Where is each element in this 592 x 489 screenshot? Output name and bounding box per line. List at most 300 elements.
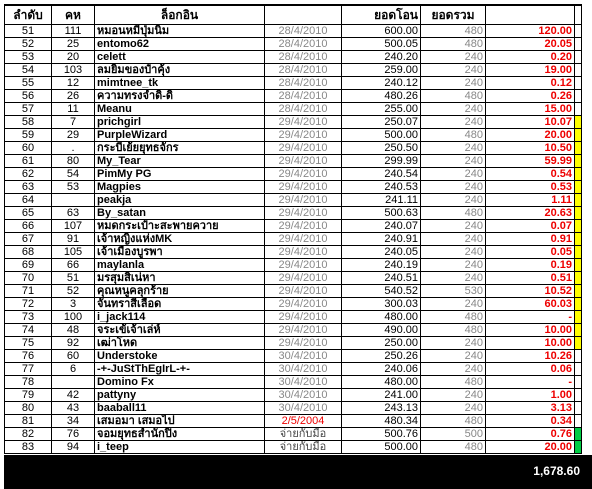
- cell-date[interactable]: 29/4/2010: [265, 116, 342, 129]
- cell-date[interactable]: 29/4/2010: [265, 155, 342, 168]
- cell-login[interactable]: Meanu: [95, 103, 265, 116]
- cell-trans[interactable]: 255.00: [342, 103, 421, 116]
- cell-total[interactable]: 240: [421, 220, 486, 233]
- cell-trans[interactable]: 500.63: [342, 207, 421, 220]
- cell-no[interactable]: 56: [5, 90, 52, 103]
- cell-kh[interactable]: 107: [52, 220, 95, 233]
- cell-date[interactable]: 30/4/2010: [265, 402, 342, 415]
- cell-login[interactable]: จอมยุทธสำนักปิ่ง: [95, 428, 265, 441]
- cell-kh[interactable]: 66: [52, 259, 95, 272]
- cell-diff[interactable]: 20.05: [486, 38, 575, 51]
- table-row: [5, 259, 582, 272]
- header-no[interactable]: ลำดับ: [5, 5, 52, 25]
- cell-kh[interactable]: 34: [52, 415, 95, 428]
- cell-flag: [575, 220, 582, 233]
- cell-login[interactable]: Magpies: [95, 181, 265, 194]
- table-row: [5, 389, 582, 402]
- table-row: [5, 116, 582, 129]
- cell-diff[interactable]: 20.00: [486, 441, 575, 454]
- table-row: [5, 129, 582, 142]
- cell-total[interactable]: 480: [421, 90, 486, 103]
- cell-login[interactable]: เจ้าเมืองบูรพา: [95, 246, 265, 259]
- cell-no[interactable]: 67: [5, 233, 52, 246]
- cell-total[interactable]: 500: [421, 428, 486, 441]
- cell-login[interactable]: คุณหนูคลุกร้าย: [95, 285, 265, 298]
- cell-diff[interactable]: 0.05: [486, 246, 575, 259]
- cell-no[interactable]: 51: [5, 25, 52, 38]
- cell-flag: [575, 168, 582, 181]
- cell-total[interactable]: 240: [421, 389, 486, 402]
- cell-no[interactable]: 60: [5, 142, 52, 155]
- cell-no[interactable]: 68: [5, 246, 52, 259]
- cell-flag: [575, 428, 582, 441]
- cell-kh[interactable]: 6: [52, 363, 95, 376]
- cell-flag: [575, 38, 582, 51]
- cell-kh[interactable]: 3: [52, 298, 95, 311]
- cell-trans[interactable]: 250.26: [342, 350, 421, 363]
- cell-flag: [575, 389, 582, 402]
- cell-trans[interactable]: 600.00: [342, 25, 421, 38]
- cell-diff[interactable]: 20.63: [486, 207, 575, 220]
- cell-no[interactable]: 76: [5, 350, 52, 363]
- cell-date[interactable]: 28/4/2010: [265, 90, 342, 103]
- cell-flag: [575, 25, 582, 38]
- cell-kh[interactable]: 80: [52, 155, 95, 168]
- cell-trans[interactable]: 259.00: [342, 64, 421, 77]
- cell-trans[interactable]: 299.99: [342, 155, 421, 168]
- cell-flag: [575, 285, 582, 298]
- cell-flag: [575, 441, 582, 454]
- cell-trans[interactable]: 240.54: [342, 168, 421, 181]
- cell-flag: [575, 298, 582, 311]
- cell-kh[interactable]: 42: [52, 389, 95, 402]
- cell-total[interactable]: 480: [421, 129, 486, 142]
- cell-trans[interactable]: 243.13: [342, 402, 421, 415]
- cell-date[interactable]: 29/4/2010: [265, 285, 342, 298]
- cell-login[interactable]: baaball11: [95, 402, 265, 415]
- cell-kh[interactable]: .: [52, 142, 95, 155]
- cell-kh[interactable]: 105: [52, 246, 95, 259]
- cell-no[interactable]: 52: [5, 38, 52, 51]
- cell-trans[interactable]: 500.05: [342, 38, 421, 51]
- table-row: [5, 337, 582, 350]
- header-total[interactable]: ยอดรวม: [421, 5, 486, 25]
- cell-flag: [575, 116, 582, 129]
- cell-kh[interactable]: 54: [52, 168, 95, 181]
- header-row: [5, 5, 582, 25]
- cell-diff[interactable]: 0.91: [486, 233, 575, 246]
- cell-no[interactable]: 81: [5, 415, 52, 428]
- cell-trans[interactable]: 240.07: [342, 220, 421, 233]
- table-row: [5, 38, 582, 51]
- cell-diff[interactable]: 10.00: [486, 324, 575, 337]
- cell-total[interactable]: 240: [421, 402, 486, 415]
- cell-date[interactable]: 28/4/2010: [265, 103, 342, 116]
- cell-kh[interactable]: 11: [52, 103, 95, 116]
- cell-diff[interactable]: 120.00: [486, 25, 575, 38]
- cell-no[interactable]: 69: [5, 259, 52, 272]
- cell-no[interactable]: 63: [5, 181, 52, 194]
- cell-date[interactable]: 29/4/2010: [265, 129, 342, 142]
- cell-date[interactable]: 28/4/2010: [265, 51, 342, 64]
- cell-trans[interactable]: 240.06: [342, 363, 421, 376]
- cell-total[interactable]: 240: [421, 155, 486, 168]
- table-row: [5, 142, 582, 155]
- cell-total[interactable]: 480: [421, 25, 486, 38]
- cell-flag: [575, 194, 582, 207]
- cell-date[interactable]: 29/4/2010: [265, 311, 342, 324]
- cell-trans[interactable]: 241.11: [342, 194, 421, 207]
- cell-diff[interactable]: 0.26: [486, 90, 575, 103]
- cell-date[interactable]: 29/4/2010: [265, 181, 342, 194]
- cell-flag: [575, 376, 582, 389]
- cell-date[interactable]: 28/4/2010: [265, 38, 342, 51]
- cell-login[interactable]: maylanla: [95, 259, 265, 272]
- cell-no[interactable]: 80: [5, 402, 52, 415]
- cell-flag: [575, 129, 582, 142]
- cell-kh[interactable]: 51: [52, 272, 95, 285]
- cell-kh[interactable]: 60: [52, 350, 95, 363]
- table-row: [5, 207, 582, 220]
- cell-login[interactable]: peakja: [95, 194, 265, 207]
- cell-trans[interactable]: 250.50: [342, 142, 421, 155]
- cell-trans[interactable]: 500.76: [342, 428, 421, 441]
- cell-flag: [575, 233, 582, 246]
- cell-trans[interactable]: 490.00: [342, 324, 421, 337]
- cell-diff[interactable]: 15.00: [486, 103, 575, 116]
- cell-kh[interactable]: 48: [52, 324, 95, 337]
- cell-kh[interactable]: 76: [52, 428, 95, 441]
- table-row: [5, 272, 582, 285]
- cell-kh[interactable]: 100: [52, 311, 95, 324]
- cell-flag: [575, 272, 582, 285]
- cell-trans[interactable]: 480.00: [342, 311, 421, 324]
- cell-date[interactable]: จ่ายกับมือ: [265, 428, 342, 441]
- table-row: [5, 363, 582, 376]
- cell-diff[interactable]: 10.07: [486, 116, 575, 129]
- cell-date[interactable]: จ่ายกับมือ: [265, 441, 342, 454]
- cell-login[interactable]: My_Tear: [95, 155, 265, 168]
- cell-no[interactable]: 66: [5, 220, 52, 233]
- cell-kh[interactable]: 43: [52, 402, 95, 415]
- cell-flag: [575, 103, 582, 116]
- cell-date[interactable]: 29/4/2010: [265, 324, 342, 337]
- cell-total[interactable]: 240: [421, 350, 486, 363]
- cell-diff[interactable]: 0.20: [486, 51, 575, 64]
- cell-trans[interactable]: 300.03: [342, 298, 421, 311]
- cell-total[interactable]: 480: [421, 415, 486, 428]
- cell-date[interactable]: 2/5/2004: [265, 415, 342, 428]
- table-row: [5, 441, 582, 454]
- cell-login[interactable]: เสมอมา เสมอไป: [95, 415, 265, 428]
- cell-date[interactable]: 29/4/2010: [265, 298, 342, 311]
- cell-diff[interactable]: 20.00: [486, 129, 575, 142]
- cell-total[interactable]: 240: [421, 337, 486, 350]
- cell-flag: [575, 363, 582, 376]
- footer-total-diff[interactable]: 1,678.60: [533, 464, 580, 478]
- cell-flag: [575, 350, 582, 363]
- cell-kh[interactable]: 91: [52, 233, 95, 246]
- cell-login[interactable]: เฒ่าโหด: [95, 337, 265, 350]
- cell-flag: [575, 311, 582, 324]
- cell-date[interactable]: 29/4/2010: [265, 259, 342, 272]
- cell-diff[interactable]: 0.07: [486, 220, 575, 233]
- cell-login[interactable]: By_satan: [95, 207, 265, 220]
- cell-diff[interactable]: 1.00: [486, 389, 575, 402]
- cell-diff[interactable]: 10.26: [486, 350, 575, 363]
- cell-diff[interactable]: 10.52: [486, 285, 575, 298]
- cell-date[interactable]: 30/4/2010: [265, 363, 342, 376]
- cell-login[interactable]: หมดกระเป๋าะสะพายควาย: [95, 220, 265, 233]
- cell-login[interactable]: -+-JuStThEgIrL-+-: [95, 363, 265, 376]
- cell-kh[interactable]: 53: [52, 181, 95, 194]
- cell-kh[interactable]: 111: [52, 25, 95, 38]
- cell-no[interactable]: 74: [5, 324, 52, 337]
- cell-total[interactable]: 240: [421, 168, 486, 181]
- cell-total[interactable]: 240: [421, 77, 486, 90]
- cell-total[interactable]: 480: [421, 38, 486, 51]
- cell-trans[interactable]: 480.26: [342, 90, 421, 103]
- cell-trans[interactable]: 240.05: [342, 246, 421, 259]
- cell-no[interactable]: 70: [5, 272, 52, 285]
- cell-date[interactable]: 29/4/2010: [265, 142, 342, 155]
- cell-no[interactable]: 62: [5, 168, 52, 181]
- cell-trans[interactable]: 240.53: [342, 181, 421, 194]
- cell-login[interactable]: prichgirl: [95, 116, 265, 129]
- cell-total[interactable]: 240: [421, 51, 486, 64]
- cell-kh[interactable]: 63: [52, 207, 95, 220]
- cell-kh[interactable]: 94: [52, 441, 95, 454]
- cell-login[interactable]: กระบี่เย้ยยุทธจักร: [95, 142, 265, 155]
- cell-kh[interactable]: 29: [52, 129, 95, 142]
- cell-no[interactable]: 79: [5, 389, 52, 402]
- cell-diff[interactable]: 0.76: [486, 428, 575, 441]
- footer-bar: [4, 455, 592, 489]
- header-login[interactable]: ล็อกอิน: [95, 5, 265, 25]
- cell-diff[interactable]: 0.53: [486, 181, 575, 194]
- cell-date[interactable]: 30/4/2010: [265, 350, 342, 363]
- cell-total[interactable]: 240: [421, 142, 486, 155]
- cell-date[interactable]: 28/4/2010: [265, 25, 342, 38]
- cell-total[interactable]: 480: [421, 324, 486, 337]
- table-row: [5, 181, 582, 194]
- cell-total[interactable]: 240: [421, 181, 486, 194]
- cell-no[interactable]: 72: [5, 298, 52, 311]
- table-row: [5, 77, 582, 90]
- cell-no[interactable]: 61: [5, 155, 52, 168]
- cell-date[interactable]: 29/4/2010: [265, 272, 342, 285]
- cell-flag: [575, 402, 582, 415]
- cell-date[interactable]: 29/4/2010: [265, 207, 342, 220]
- cell-diff[interactable]: 60.03: [486, 298, 575, 311]
- cell-diff[interactable]: 0.06: [486, 363, 575, 376]
- cell-login[interactable]: Domino Fx: [95, 376, 265, 389]
- cell-login[interactable]: ลมยิ้มของป๋าคุ้ง: [95, 64, 265, 77]
- cell-no[interactable]: 82: [5, 428, 52, 441]
- cell-diff[interactable]: 10.00: [486, 337, 575, 350]
- cell-date[interactable]: 29/4/2010: [265, 168, 342, 181]
- table-row: [5, 51, 582, 64]
- data-table: [4, 4, 582, 454]
- cell-no[interactable]: 78: [5, 376, 52, 389]
- cell-no[interactable]: 54: [5, 64, 52, 77]
- cell-total[interactable]: 240: [421, 259, 486, 272]
- cell-flag: [575, 64, 582, 77]
- cell-no[interactable]: 64: [5, 194, 52, 207]
- cell-diff[interactable]: -: [486, 376, 575, 389]
- cell-total[interactable]: 240: [421, 298, 486, 311]
- table-row: [5, 233, 582, 246]
- cell-kh[interactable]: 20: [52, 51, 95, 64]
- cell-date[interactable]: 28/4/2010: [265, 64, 342, 77]
- table-row: [5, 402, 582, 415]
- cell-login[interactable]: pattyny: [95, 389, 265, 402]
- cell-trans[interactable]: 250.07: [342, 116, 421, 129]
- cell-login[interactable]: มรสุมสิเน่หา: [95, 272, 265, 285]
- cell-no[interactable]: 73: [5, 311, 52, 324]
- cell-total[interactable]: 240: [421, 64, 486, 77]
- cell-flag: [575, 181, 582, 194]
- cell-login[interactable]: entomo62: [95, 38, 265, 51]
- cell-no[interactable]: 65: [5, 207, 52, 220]
- table-row: [5, 415, 582, 428]
- cell-kh[interactable]: 52: [52, 285, 95, 298]
- cell-kh[interactable]: 92: [52, 337, 95, 350]
- cell-total[interactable]: 480: [421, 441, 486, 454]
- cell-diff[interactable]: 19.00: [486, 64, 575, 77]
- cell-trans[interactable]: 240.91: [342, 233, 421, 246]
- cell-trans[interactable]: 240.12: [342, 77, 421, 90]
- cell-diff[interactable]: 0.54: [486, 168, 575, 181]
- cell-total[interactable]: 240: [421, 116, 486, 129]
- cell-diff[interactable]: 10.50: [486, 142, 575, 155]
- cell-diff[interactable]: -: [486, 311, 575, 324]
- cell-no[interactable]: 58: [5, 116, 52, 129]
- cell-total[interactable]: 480: [421, 376, 486, 389]
- cell-diff[interactable]: 1.11: [486, 194, 575, 207]
- cell-flag: [575, 155, 582, 168]
- cell-login[interactable]: PimMy PG: [95, 168, 265, 181]
- header-diff[interactable]: [486, 5, 575, 25]
- cell-kh[interactable]: 26: [52, 90, 95, 103]
- table-row: [5, 25, 582, 38]
- table-row: [5, 350, 582, 363]
- cell-trans[interactable]: 500.00: [342, 441, 421, 454]
- cell-login[interactable]: เจ้าหญิงแห่งMK: [95, 233, 265, 246]
- cell-date[interactable]: 30/4/2010: [265, 389, 342, 402]
- cell-diff[interactable]: 3.13: [486, 402, 575, 415]
- header-trans[interactable]: ยอดโอน: [342, 5, 421, 25]
- cell-no[interactable]: 83: [5, 441, 52, 454]
- cell-total[interactable]: 240: [421, 194, 486, 207]
- cell-total[interactable]: 240: [421, 103, 486, 116]
- cell-total[interactable]: 530: [421, 285, 486, 298]
- cell-date[interactable]: 29/4/2010: [265, 246, 342, 259]
- cell-flag: [575, 415, 582, 428]
- cell-diff[interactable]: 59.99: [486, 155, 575, 168]
- header-kh[interactable]: คห: [52, 5, 95, 25]
- cell-trans[interactable]: 480.34: [342, 415, 421, 428]
- cell-no[interactable]: 77: [5, 363, 52, 376]
- cell-login[interactable]: ความทรงจำดิ-ดิ: [95, 90, 265, 103]
- cell-kh[interactable]: 25: [52, 38, 95, 51]
- cell-kh[interactable]: 12: [52, 77, 95, 90]
- cell-login[interactable]: หมอนหมีปุ่มนิ่ม: [95, 25, 265, 38]
- cell-date[interactable]: 29/4/2010: [265, 220, 342, 233]
- cell-total[interactable]: 240: [421, 246, 486, 259]
- cell-date[interactable]: 29/4/2010: [265, 233, 342, 246]
- table-row: [5, 298, 582, 311]
- cell-date[interactable]: 29/4/2010: [265, 194, 342, 207]
- cell-login[interactable]: จระเข้เจ้าเล่ห์: [95, 324, 265, 337]
- table-row: [5, 155, 582, 168]
- cell-diff[interactable]: 0.19: [486, 259, 575, 272]
- cell-login[interactable]: i_jack114: [95, 311, 265, 324]
- cell-no[interactable]: 55: [5, 77, 52, 90]
- cell-trans[interactable]: 540.52: [342, 285, 421, 298]
- cell-login[interactable]: mimtnee_tk: [95, 77, 265, 90]
- cell-total[interactable]: 480: [421, 311, 486, 324]
- cell-trans[interactable]: 250.00: [342, 337, 421, 350]
- cell-login[interactable]: จันทราสีเลือด: [95, 298, 265, 311]
- cell-diff[interactable]: 0.12: [486, 77, 575, 90]
- cell-login[interactable]: Understoke: [95, 350, 265, 363]
- cell-kh[interactable]: 7: [52, 116, 95, 129]
- cell-trans[interactable]: 500.00: [342, 129, 421, 142]
- table-row: [5, 428, 582, 441]
- cell-trans[interactable]: 241.00: [342, 389, 421, 402]
- cell-no[interactable]: 59: [5, 129, 52, 142]
- cell-login[interactable]: celett: [95, 51, 265, 64]
- cell-date[interactable]: 30/4/2010: [265, 376, 342, 389]
- cell-flag: [575, 90, 582, 103]
- cell-login[interactable]: PurpleWizard: [95, 129, 265, 142]
- table-row: [5, 90, 582, 103]
- cell-flag: [575, 142, 582, 155]
- cell-total[interactable]: 240: [421, 272, 486, 285]
- cell-diff[interactable]: 0.51: [486, 272, 575, 285]
- cell-flag: [575, 324, 582, 337]
- cell-trans[interactable]: 240.19: [342, 259, 421, 272]
- cell-no[interactable]: 57: [5, 103, 52, 116]
- cell-date[interactable]: 28/4/2010: [265, 77, 342, 90]
- cell-kh[interactable]: [52, 376, 95, 389]
- table-row: [5, 311, 582, 324]
- header-date[interactable]: [265, 5, 342, 25]
- table-row: [5, 168, 582, 181]
- cell-total[interactable]: 240: [421, 363, 486, 376]
- cell-flag: [575, 51, 582, 64]
- cell-trans[interactable]: 240.20: [342, 51, 421, 64]
- cell-kh[interactable]: [52, 194, 95, 207]
- table-row: [5, 220, 582, 233]
- cell-no[interactable]: 75: [5, 337, 52, 350]
- cell-date[interactable]: 29/4/2010: [265, 337, 342, 350]
- cell-no[interactable]: 53: [5, 51, 52, 64]
- cell-total[interactable]: 480: [421, 207, 486, 220]
- cell-trans[interactable]: 240.51: [342, 272, 421, 285]
- cell-total[interactable]: 240: [421, 233, 486, 246]
- header-flag: [575, 5, 582, 25]
- cell-no[interactable]: 71: [5, 285, 52, 298]
- cell-flag: [575, 259, 582, 272]
- table-row: [5, 285, 582, 298]
- cell-kh[interactable]: 103: [52, 64, 95, 77]
- table-row: [5, 64, 582, 77]
- cell-trans[interactable]: 480.00: [342, 376, 421, 389]
- cell-login[interactable]: i_teep: [95, 441, 265, 454]
- cell-diff[interactable]: 0.34: [486, 415, 575, 428]
